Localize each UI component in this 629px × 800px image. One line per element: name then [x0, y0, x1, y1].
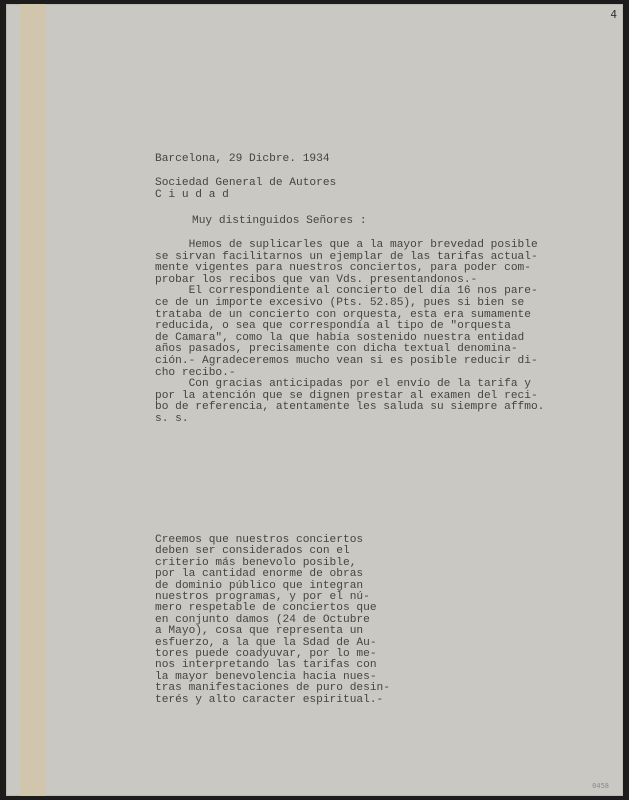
- recipient-block: Sociedad General de Autores C i u d a d: [155, 177, 337, 201]
- date-line: Barcelona, 29 Dicbre. 1934: [155, 153, 330, 165]
- salutation: Muy distinguidos Señores :: [192, 215, 367, 227]
- second-paragraph: Creemos que nuestros conciertos deben ser considerados con el criterio más benevolo posible, por la cantidad enorme de obras de dominio público que integran nuestros programas, y por el nú- mero respetable de conciertos que en conjunto damos (24 de Octubre a Mayo), cosa que representa un esfuerzo, a la que la Sdad de Au- tores puede coadyuvar, por lo me- nos interpretando las tarifas con la mayor benevolencia hacia nues- tras manifestaciones de puro desin- terés y alto caracter espiritual.-: [155, 534, 390, 706]
- binding-strip: [20, 4, 46, 796]
- archive-stamp: 0458: [592, 782, 609, 790]
- letter-page: [6, 4, 623, 796]
- letter-body: Hemos de suplicarles que a la mayor brevedad posible se sirvan facilitarnos un ejemplar de las tarifas actual- mente vigentes para nuestros conciertos, para poder com- probar los recibos que van Vds. presentandonos.- El correspondiente al concierto del día 16 nos pare- ce de un importe excesivo (Pts. 52.85), pues si bien se trataba de un concierto con orquesta, esta era sumamente reducida, o sea que correspondía al tipo de "orquesta de Camara", como la que había sostenido nuestra entidad años pasados, precisamente con dicha textual denomina- ción.- Agradeceremos mucho vean si es posible reducir di- cho recibo.- Con gracias anticipadas por el envío de la tarifa y por la atención que se dignen prestar al examen del reci- bo de referencia, atentamente les saluda su siempre affmo. s. s.: [155, 239, 545, 425]
- corner-mark: 4: [610, 8, 617, 21]
